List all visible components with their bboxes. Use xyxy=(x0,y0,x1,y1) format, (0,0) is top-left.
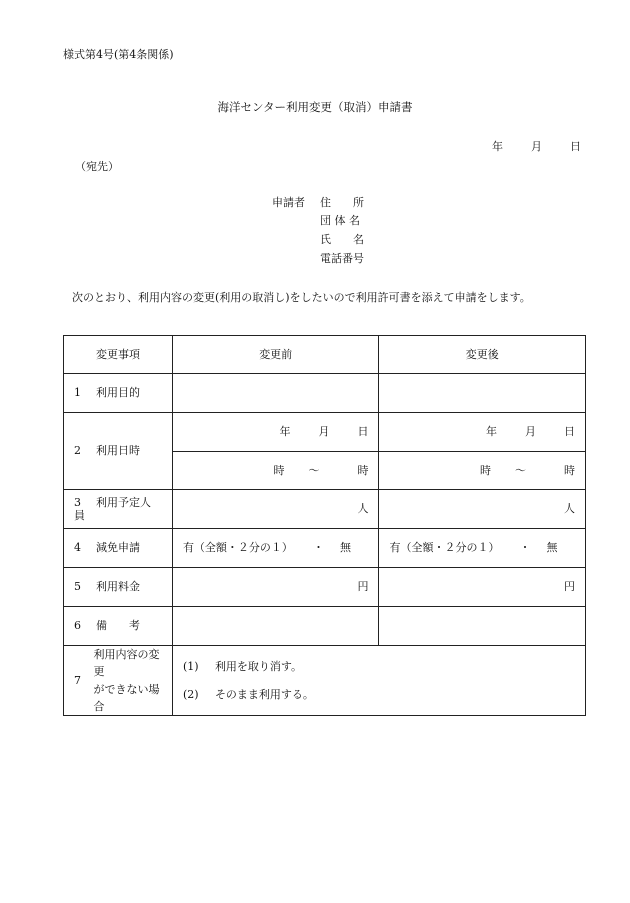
row-exemption xyxy=(64,529,586,568)
row-remarks xyxy=(64,607,586,646)
option-cancel[interactable]: (1) 利用を取り消す。 xyxy=(182,660,303,674)
purpose-after-cell[interactable] xyxy=(379,374,586,413)
date-day: 日 xyxy=(570,140,581,153)
header-after: 変更後 xyxy=(379,336,586,374)
date-month: 月 xyxy=(531,140,542,153)
exemption-after-cell[interactable]: 有（全額・２分の１） ・ 無 xyxy=(379,529,586,568)
date-year: 年 xyxy=(492,140,503,153)
option-use-as-is[interactable]: (2) そのまま利用する。 xyxy=(182,687,314,701)
time-before-cell[interactable]: 時 ～ 時 xyxy=(172,452,379,490)
remarks-after-cell[interactable] xyxy=(379,607,586,646)
document-title: 海洋センター利用変更（取消）申請書 xyxy=(217,100,413,114)
date-after-cell[interactable]: 年 月 日 xyxy=(379,413,586,452)
exemption-before-cell[interactable]: 有（全額・２分の１） ・ 無 xyxy=(172,529,379,568)
fee-before-cell[interactable]: 円 xyxy=(172,568,379,607)
time-after-cell[interactable]: 時 ～ 時 xyxy=(379,452,586,490)
applicant-phone: 電話番号 xyxy=(320,252,364,265)
change-request-table xyxy=(63,335,586,716)
date-line xyxy=(492,140,581,153)
applicant-address: 住 所 xyxy=(320,196,364,209)
fee-after-cell[interactable]: 円 xyxy=(379,568,586,607)
row-purpose xyxy=(64,374,586,413)
row-label: 2 利用日時 xyxy=(64,413,173,490)
date-before-cell[interactable]: 年 月 日 xyxy=(172,413,379,452)
row-fee xyxy=(64,568,586,607)
attendees-before-cell[interactable]: 人 xyxy=(172,490,379,529)
attendees-after-cell[interactable]: 人 xyxy=(379,490,586,529)
purpose-before-cell[interactable] xyxy=(172,374,379,413)
declaration-text: 次のとおり、利用内容の変更(利用の取消し)をしたいので利用許可書を添えて申請をします。 xyxy=(72,291,531,304)
applicant-group-name: 団 体 名 xyxy=(320,214,360,227)
row-datetime-date xyxy=(64,413,586,452)
row-cannot-change xyxy=(64,646,586,716)
row-label: 6 備 考 xyxy=(64,607,173,646)
addressee: （宛先） xyxy=(75,160,119,173)
row-label: 5 利用料金 xyxy=(64,568,173,607)
applicant-label: 申請者 xyxy=(272,196,305,209)
row-label: 4 減免申請 xyxy=(64,529,173,568)
cannot-change-options-cell xyxy=(172,646,585,716)
row-label: 3 利用予定人員 xyxy=(64,490,173,529)
table-header-row xyxy=(64,336,586,374)
form-number: 様式第4号(第4条関係) xyxy=(63,48,174,61)
applicant-name: 氏 名 xyxy=(320,233,364,246)
remarks-before-cell[interactable] xyxy=(172,607,379,646)
row-label: 1 利用目的 xyxy=(64,374,173,413)
row-attendees xyxy=(64,490,586,529)
header-item: 変更事項 xyxy=(64,336,173,374)
row-label: 7 利用内容の変更 ができない場合 xyxy=(64,646,173,716)
header-before: 変更前 xyxy=(172,336,379,374)
